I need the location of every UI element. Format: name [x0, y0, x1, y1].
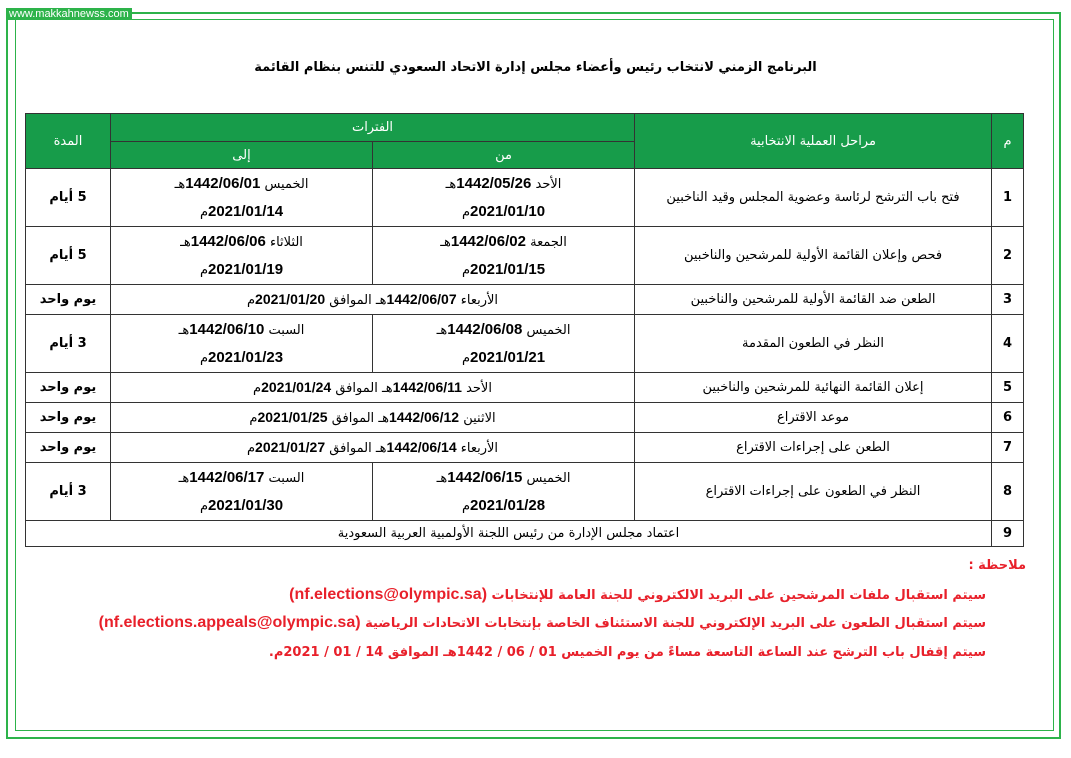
schedule-table [25, 113, 1024, 547]
table-row [26, 463, 1024, 521]
row-to: السبت 1442/06/17هـ 2021/01/30م [111, 463, 373, 521]
row-date: الأحد 1442/06/11هـ الموافق 2021/01/24م [111, 373, 635, 403]
row-stage: موعد الاقتراع [635, 403, 992, 433]
row-number: 1 [992, 169, 1024, 227]
row-number: 2 [992, 227, 1024, 285]
note-1-text: سيتم استقبال ملفات المرشحين على البريد الالكتروني للجنة العامة للإنتخابات [491, 588, 986, 603]
row-number: 6 [992, 403, 1024, 433]
table-row [26, 227, 1024, 285]
row-from: الجمعة 1442/06/02هـ 2021/01/15م [373, 227, 635, 285]
row-from: الخميس 1442/06/15هـ 2021/01/28م [373, 463, 635, 521]
notes-title: ملاحظة : [968, 558, 1026, 573]
row-number: 3 [992, 285, 1024, 315]
note-1 [289, 586, 986, 604]
row-duration: يوم واحد [26, 285, 111, 315]
row-stage: فحص وإعلان القائمة الأولية للمرشحين والناخبين [635, 227, 992, 285]
watermark: www.makkahnewss.com [6, 8, 132, 20]
row-duration: يوم واحد [26, 433, 111, 463]
row-stage: الطعن على إجراءات الاقتراع [635, 433, 992, 463]
header-from: من [373, 142, 635, 169]
row-date: الأربعاء 1442/06/07هـ الموافق 2021/01/20م [111, 285, 635, 315]
note-3: سيتم إقفال باب الترشح عند الساعة التاسعة مساءً من يوم الخميس 01 / 06 / 1442هـ الموافق 14 / 01 / 2021م. [268, 645, 986, 660]
row-number: 5 [992, 373, 1024, 403]
row-number: 7 [992, 433, 1024, 463]
row-date: الاثنين 1442/06/12هـ الموافق 2021/01/25م [111, 403, 635, 433]
header-periods: الفترات [111, 114, 635, 142]
table-row [26, 403, 1024, 433]
row-stage: فتح باب الترشح لرئاسة وعضوية المجلس وقيد الناخبين [635, 169, 992, 227]
note-2 [99, 614, 986, 632]
note-2-text: سيتم استقبال الطعون على البريد الإلكتروني للجنة الاستئناف الخاصة بإنتخابات الاتحادات الرياضية [365, 616, 986, 631]
table-row [26, 315, 1024, 373]
note-2-email[interactable]: (nf.elections.appeals@olympic.sa) [98, 614, 361, 631]
row-duration: 5 أيام [26, 169, 111, 227]
row-from: الأحد 1442/05/26هـ 2021/01/10م [373, 169, 635, 227]
row-stage: إعلان القائمة النهائية للمرشحين والناخبين [635, 373, 992, 403]
row-number: 9 [992, 521, 1024, 547]
header-num: م [992, 114, 1024, 169]
row-number: 4 [992, 315, 1024, 373]
row-from: الخميس 1442/06/08هـ 2021/01/21م [373, 315, 635, 373]
table-row [26, 373, 1024, 403]
header-duration: المدة [26, 114, 111, 169]
row-to: الخميس 1442/06/01هـ 2021/01/14م [111, 169, 373, 227]
row-duration: 5 أيام [26, 227, 111, 285]
row-duration: 3 أيام [26, 315, 111, 373]
row-to: السبت 1442/06/10هـ 2021/01/23م [111, 315, 373, 373]
row-duration: 3 أيام [26, 463, 111, 521]
header-to: إلى [111, 142, 373, 169]
row-duration: يوم واحد [26, 403, 111, 433]
row-stage: النظر في الطعون المقدمة [635, 315, 992, 373]
row-duration: يوم واحد [26, 373, 111, 403]
row-stage: اعتماد مجلس الإدارة من رئيس اللجنة الأولمبية العربية السعودية [26, 521, 992, 547]
header-stages: مراحل العملية الانتخابية [635, 114, 992, 169]
row-stage: النظر في الطعون على إجراءات الاقتراع [635, 463, 992, 521]
row-to: الثلاثاء 1442/06/06هـ 2021/01/19م [111, 227, 373, 285]
table-row [26, 285, 1024, 315]
document-title: البرنامج الزمني لانتخاب رئيس وأعضاء مجلس إدارة الاتحاد السعودي للتنس بنظام القائمة [254, 60, 817, 75]
note-1-email[interactable]: (nf.elections@olympic.sa) [289, 586, 488, 603]
row-number: 8 [992, 463, 1024, 521]
table-row [26, 169, 1024, 227]
table-row [26, 433, 1024, 463]
row-stage: الطعن ضد القائمة الأولية للمرشحين والناخبين [635, 285, 992, 315]
row-date: الأربعاء 1442/06/14هـ الموافق 2021/01/27م [111, 433, 635, 463]
table-row [26, 521, 1024, 547]
